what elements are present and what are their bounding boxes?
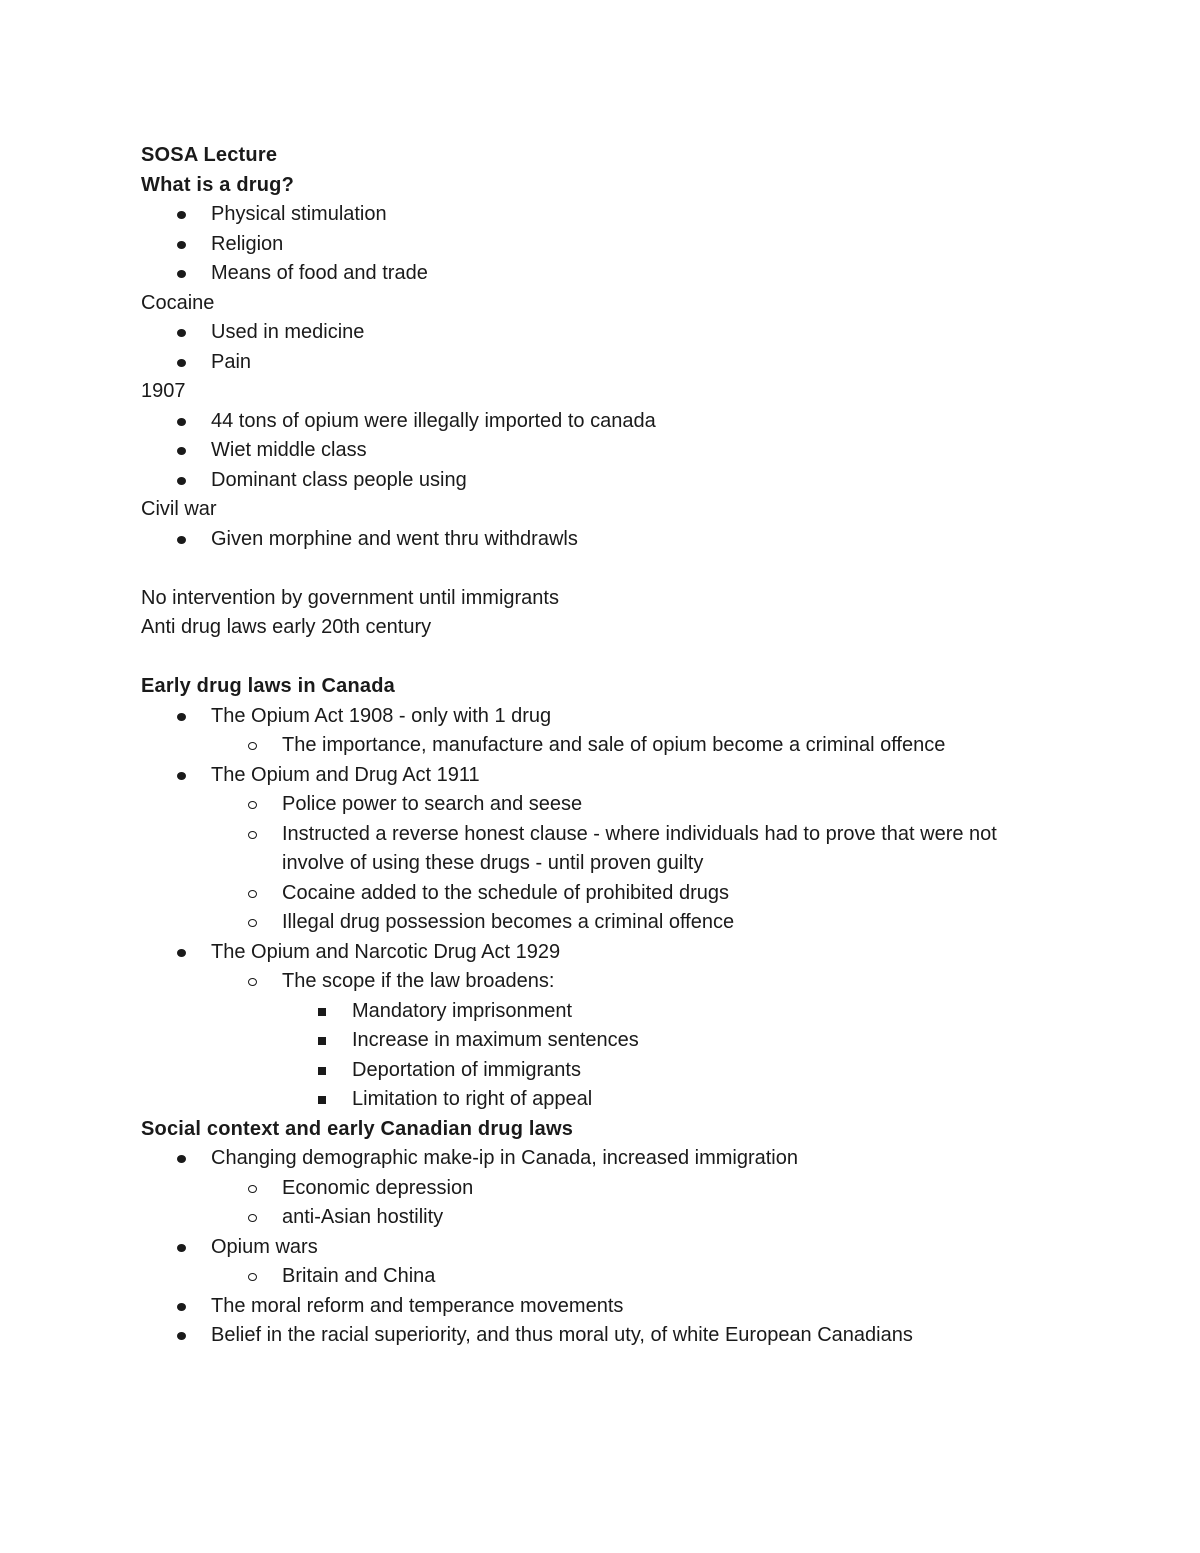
text-line: No intervention by government until immigrants [141, 586, 559, 609]
bullet-dot-icon [177, 329, 186, 337]
list-item-level-3 [141, 1056, 1081, 1086]
list-item-text: Given morphine and went thru withdrawls [211, 527, 578, 550]
text-line: Anti drug laws early 20th century [141, 616, 432, 638]
bullet-dot-icon [177, 241, 186, 249]
list-item-level-1 [141, 407, 1081, 437]
section-heading: Early drug laws in Canada [141, 675, 395, 697]
list-item-level-1 [141, 1321, 1081, 1351]
list-item-level-2 [141, 879, 1081, 909]
bullet-circle-icon [248, 801, 257, 809]
list-item-level-2 [141, 1262, 1081, 1292]
bullet-dot-icon [177, 713, 186, 721]
text-line: Cocaine [141, 291, 215, 314]
bullet-dot-icon [177, 477, 186, 485]
bullet-dot-icon [177, 418, 186, 426]
bullet-dot-icon [177, 536, 186, 544]
list-item-text: The Opium and Narcotic Drug Act 1929 [211, 940, 561, 963]
list-item-level-1 [141, 259, 1081, 289]
list-item-level-1 [141, 200, 1081, 230]
list-item-text: Economic depression [282, 1176, 474, 1199]
list-item-text: Britain and China [282, 1265, 436, 1287]
list-item-text: 44 tons of opium were illegally imported to canada [211, 409, 656, 432]
list-item-text: Belief in the racial superiority, and thus moral uty, of white European Canadians [211, 1324, 913, 1346]
list-item-level-1 [141, 466, 1081, 496]
bullet-circle-icon [248, 890, 257, 898]
list-item-text: Increase in maximum sentences [352, 1029, 639, 1051]
list-item-text: Instructed a reverse honest clause - where individuals had to prove that were not [282, 822, 997, 845]
list-item-level-3 [141, 1085, 1081, 1115]
list-item-text: Pain [211, 350, 252, 373]
bullet-dot-icon [177, 1244, 186, 1252]
list-item-text: Changing demographic make-ip in Canada, increased immigration [211, 1147, 798, 1169]
blank-line [141, 554, 1081, 584]
section-heading: Social context and early Canadian drug laws [141, 1117, 574, 1140]
list-item-level-1 [141, 525, 1081, 555]
document-title: SOSA Lecture [141, 144, 278, 166]
list-item-level-1 [141, 1233, 1081, 1263]
list-item-level-3 [141, 1026, 1081, 1056]
bullet-dot-icon [177, 211, 186, 219]
list-item-level-2 [141, 731, 1081, 761]
list-item-level-2 [141, 967, 1081, 997]
bullet-circle-icon [248, 742, 257, 750]
bullet-square-icon [318, 1067, 326, 1075]
bullet-dot-icon [177, 1303, 186, 1311]
list-item-text: Cocaine added to the schedule of prohibited drugs [282, 881, 729, 904]
text-line: 1907 [141, 380, 186, 402]
list-item-level-1 [141, 1144, 1081, 1174]
list-item-text: Deportation of immigrants [352, 1058, 581, 1081]
list-item-level-2 [141, 820, 1081, 850]
list-item-level-1 [141, 702, 1081, 732]
bullet-square-icon [318, 1008, 326, 1016]
list-item-text: The Opium Act 1908 - only with 1 drug [211, 704, 552, 727]
bullet-square-icon [318, 1037, 326, 1045]
list-item-text: Limitation to right of appeal [352, 1088, 593, 1110]
list-item-level-3 [141, 997, 1081, 1027]
list-item-level-1 [141, 436, 1081, 466]
bullet-circle-icon [248, 1185, 257, 1193]
bullet-dot-icon [177, 1155, 186, 1163]
bullet-dot-icon [177, 359, 186, 367]
list-item-text: The importance, manufacture and sale of opium become a criminal offence [282, 734, 946, 756]
bullet-dot-icon [177, 1332, 186, 1340]
list-item-text: Police power to search and seese [282, 793, 583, 815]
list-item-text: Wiet middle class [211, 439, 367, 461]
list-item-text: The Opium and Drug Act 1911 [211, 763, 480, 786]
bullet-square-icon [318, 1096, 326, 1104]
list-item-text: Opium wars [211, 1235, 318, 1258]
list-item-level-2 [141, 790, 1081, 820]
list-item-level-2 [141, 1174, 1081, 1204]
list-item-text: Mandatory imprisonment [352, 999, 573, 1022]
list-item-text: The scope if the law broadens: [282, 970, 555, 992]
list-item-level-2 [141, 1203, 1081, 1233]
list-item-text: anti-Asian hostility [282, 1206, 444, 1228]
list-item-level-1 [141, 318, 1081, 348]
document-body [141, 141, 1081, 1351]
text-line: Civil war [141, 498, 217, 520]
list-item-level-1 [141, 1292, 1081, 1322]
bullet-circle-icon [248, 978, 257, 986]
bullet-dot-icon [177, 949, 186, 957]
list-item-text: Used in medicine [211, 321, 365, 343]
bullet-circle-icon [248, 919, 257, 927]
list-item-text: Illegal drug possession becomes a criminal offence [282, 911, 735, 933]
bullet-dot-icon [177, 447, 186, 455]
list-item-text: Physical stimulation [211, 203, 387, 225]
list-item-level-1 [141, 230, 1081, 260]
list-item-text: Religion [211, 232, 284, 255]
list-item-text: Dominant class people using [211, 468, 467, 491]
list-item-text: The moral reform and temperance movements [211, 1294, 624, 1317]
list-item-level-1 [141, 938, 1081, 968]
list-item-level-1 [141, 761, 1081, 791]
list-item-level-1 [141, 348, 1081, 378]
bullet-circle-icon [248, 831, 257, 839]
bullet-circle-icon [248, 1214, 257, 1222]
list-item-level-2 [141, 908, 1081, 938]
blank-line [141, 643, 1081, 673]
bullet-circle-icon [248, 1273, 257, 1281]
list-item-text: Means of food and trade [211, 262, 428, 284]
list-item-continuation: involve of using these drugs - until proven guilty [282, 852, 704, 874]
bullet-dot-icon [177, 772, 186, 780]
section-heading: What is a drug? [141, 173, 294, 196]
bullet-dot-icon [177, 270, 186, 278]
